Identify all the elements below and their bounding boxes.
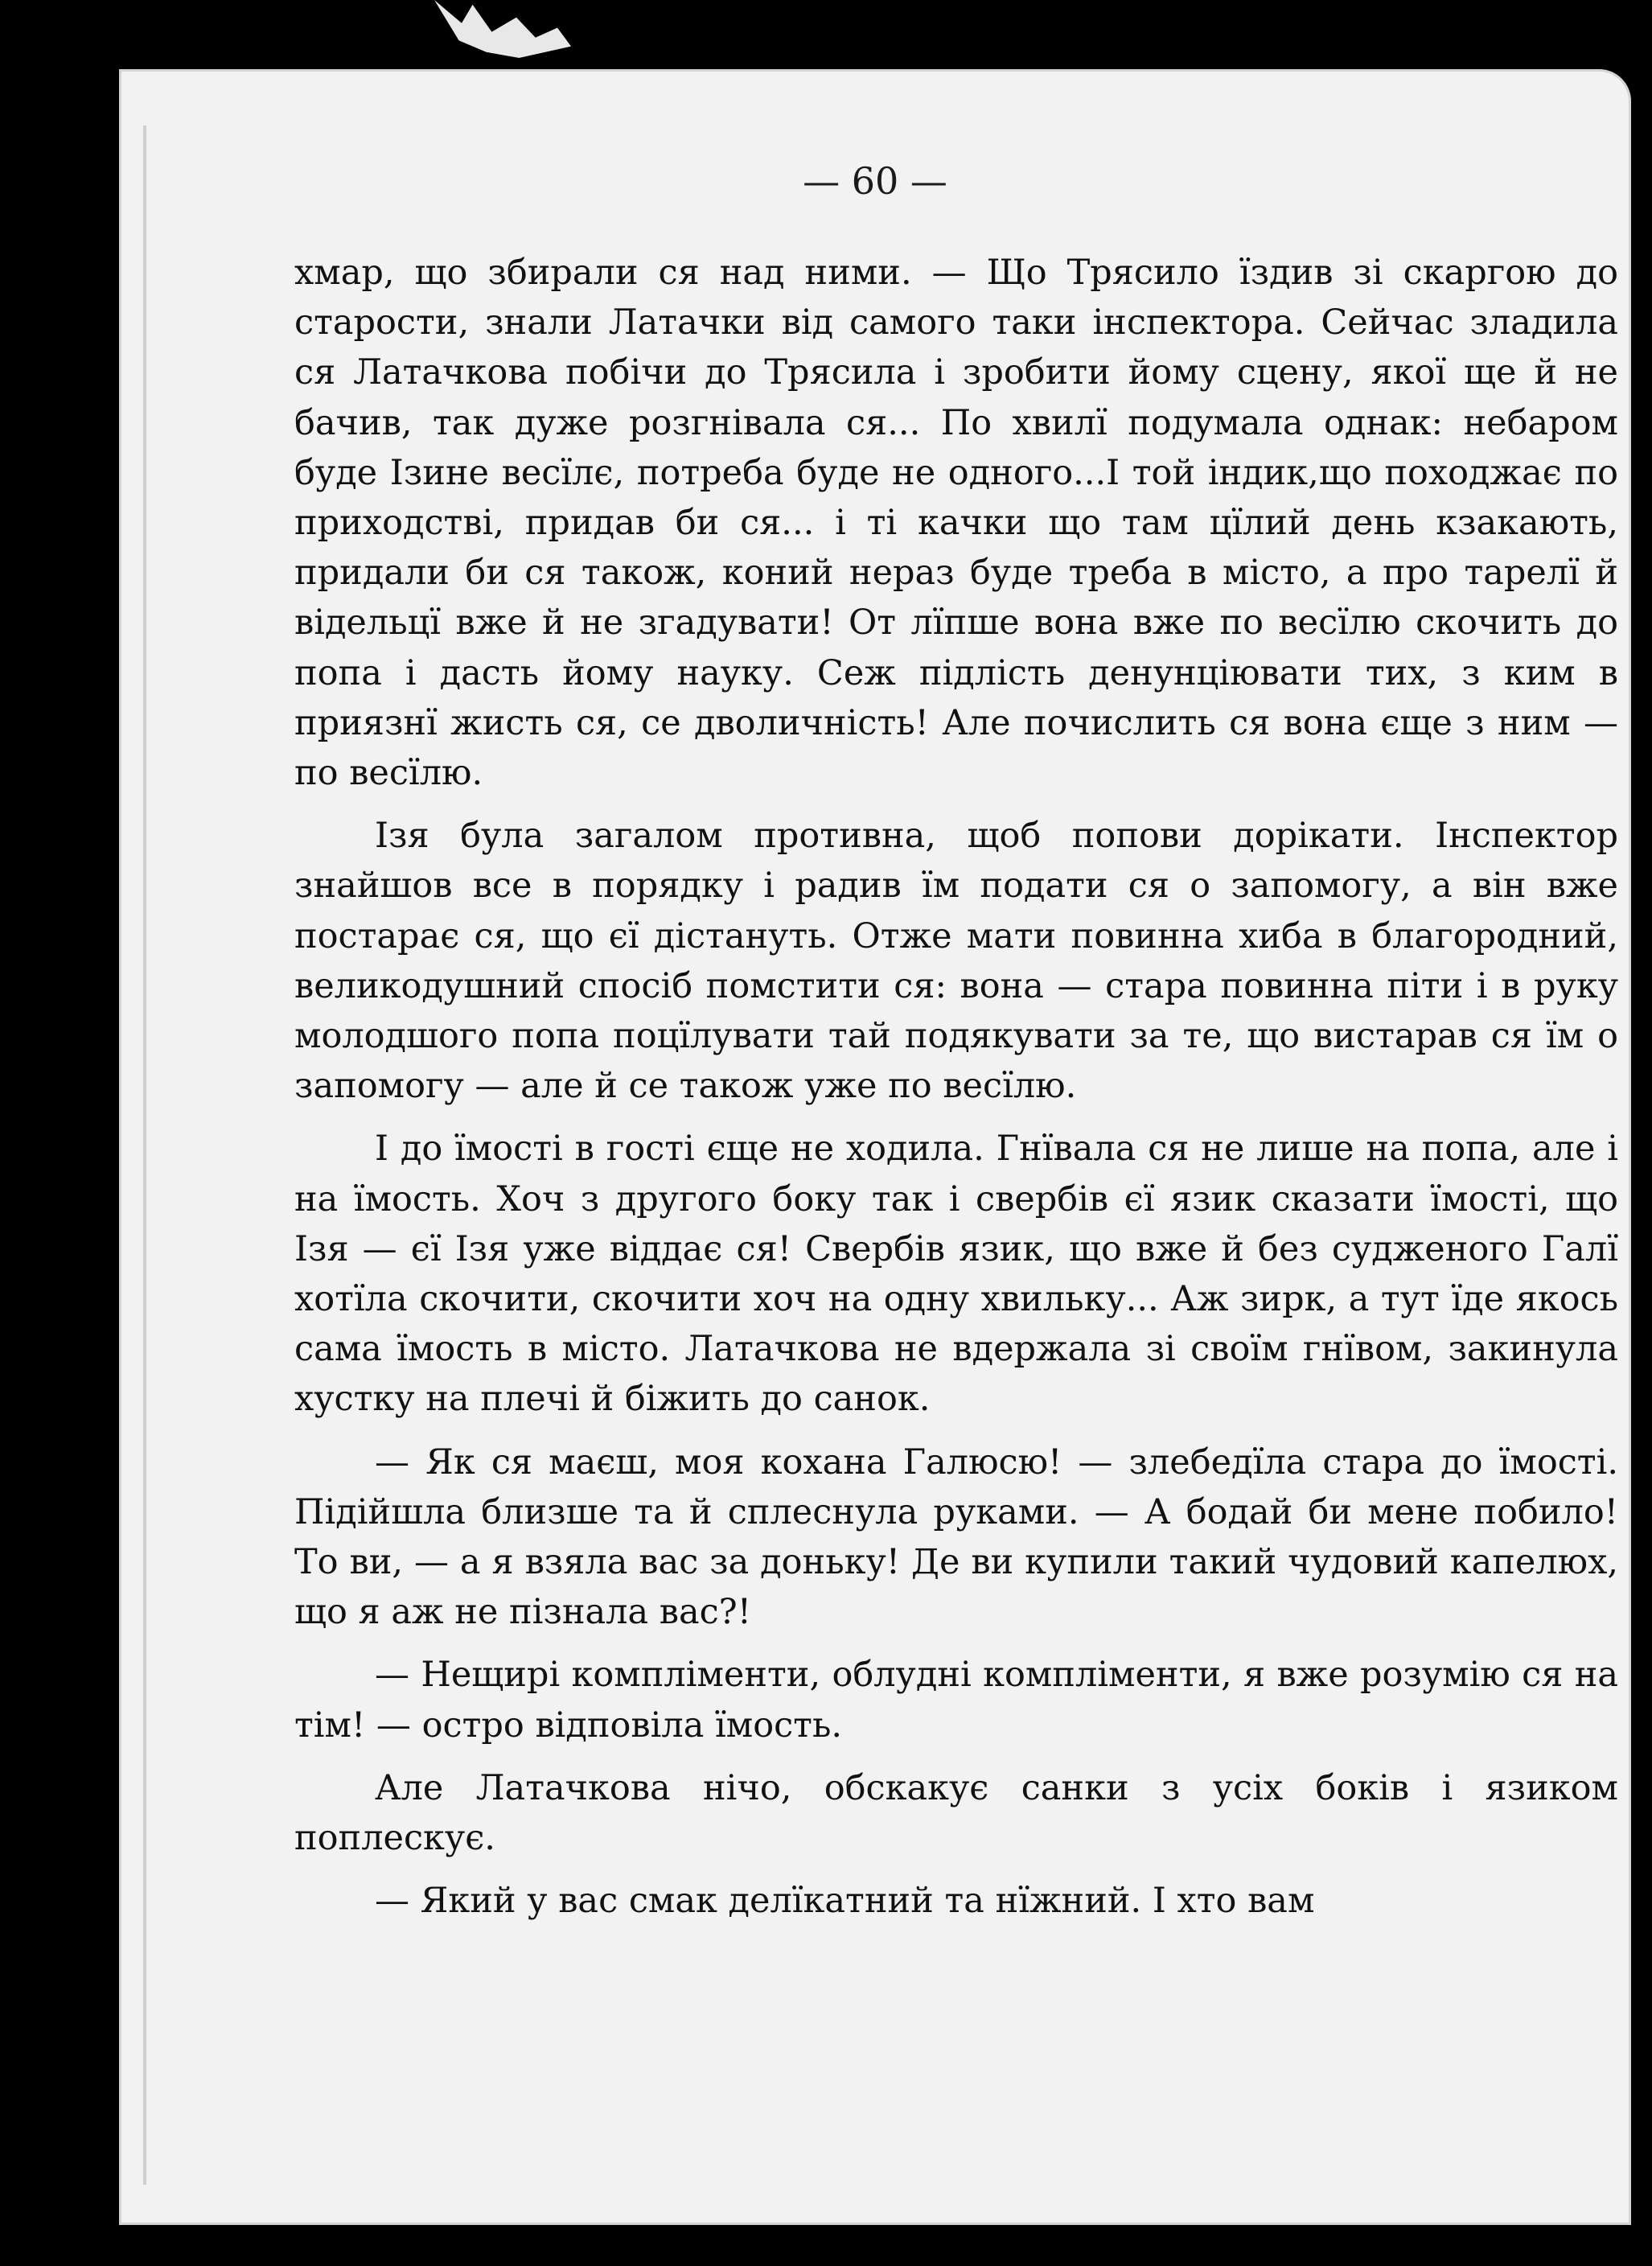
page-number: — 60 — xyxy=(803,159,947,203)
paragraph-3: І до їмості в гості єще не ходила. Гнївала ся не лише на попа, але і на їмость. Хоч з другого боку так і свербів єї язик сказати їмості, що Ізя — єї Ізя уже віддає ся! Свербів язик, що вже й без судженого Галї хотїла скочити, скочити хоч на одну хвильку... Аж зирк, а тут їде якось сама їмость в місто. Латачкова не вдержала зі своїм гнївом, закинула хустку на плечі й біжить до санок. xyxy=(294,1129,1618,1420)
paragraph-5: — Нещирі компліменти, облудні компліменти, я вже розумію ся на тім! — остро відповіла їмость. xyxy=(294,1655,1618,1746)
paragraph-2: Ізя була загалом противна, щоб попови дорікати. Інспектор знайшов все в порядку і радив їм подати ся о запомогу, а він вже постарає ся, що єї дістануть. Отже мати повинна хиба в благородний, великодушний спосіб помстити ся: вона — стара повинна піти і в руку молодшого попа поцїлувати тай подякувати за те, що вистарав ся їм о запомогу — але й се також уже по весїлю. xyxy=(294,816,1618,1107)
paragraph-6: Але Латачкова нічо, обскакує санки з усіх боків і язиком поплескує. xyxy=(294,1767,1618,1859)
paragraph-7: — Який у вас смак делїкатний та нїжний. І хто вам xyxy=(375,1881,1315,1922)
page-text xyxy=(294,248,1618,1939)
paragraph-4: — Як ся маєш, моя кохана Галюсю! — злебедїла стара до їмості. Підійшла близше та й сплеснула руками. — А бодай би мене побило! То ви, — а я взяла вас за доньку! Де ви купили такий чудовий капелюх, що я аж не пізнала вас?! xyxy=(294,1441,1618,1633)
paragraph-1: хмар, що збирали ся над ними. — Що Трясило їздив зі скаргою до старости, знали Латачки від самого таки інспектора. Сейчас зладила ся Латачкова побічи до Трясила і зробити йому сцену, якої ще й не бачив, так дуже розгнівала ся... По хвилї подумала однак: небаром буде Ізинe весїлє, потреба буде не одного...І той індик,що походжає по приходстві, придав би ся... і ті качки що там цїлий день кзакають, придали би ся також, коний нераз буде треба в місто, а про тарелї й відельцї вже й не згадувати! От лїпше вона вже по весїлю скочить до попа і дасть йому науку. Сеж підлість денунціювати тих, з ким в приязнї жисть ся, се дволичність! Але почислить ся вона єще з ним — по весїлю. xyxy=(294,253,1618,794)
paper-scrap xyxy=(434,0,571,58)
